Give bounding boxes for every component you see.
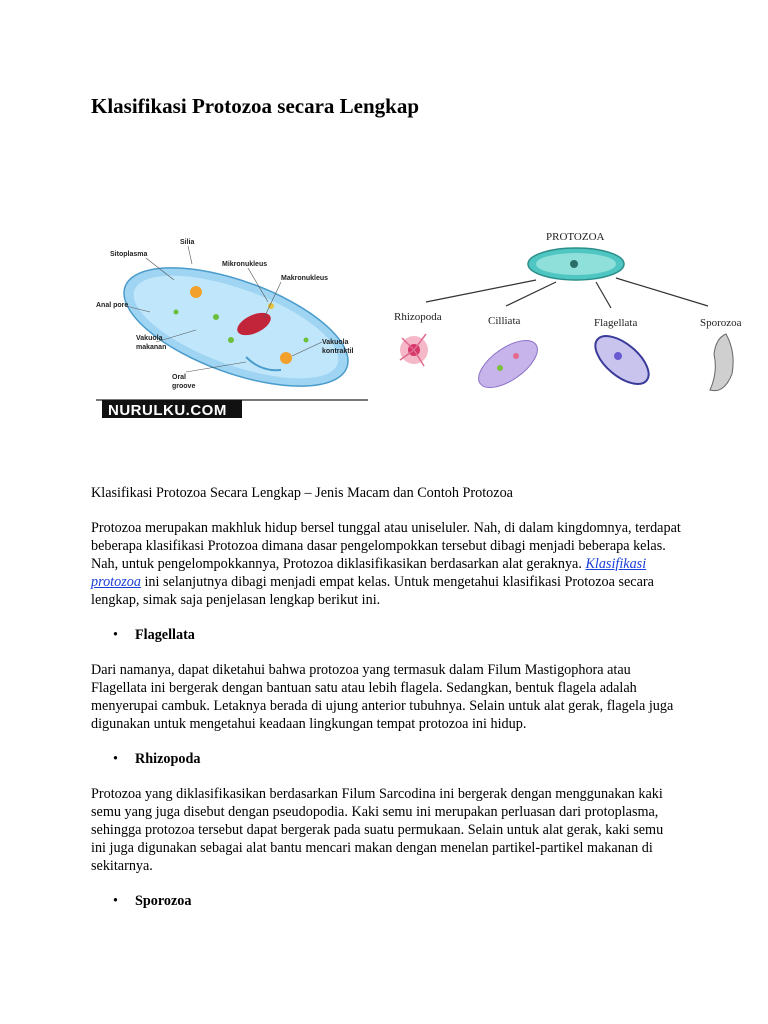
label-mikronukleus: Mikronukleus — [222, 261, 268, 268]
section-text-flagellata: Dari namanya, dapat diketahui bahwa protozoa yang termasuk dalam Filum Mastigophora atau Flagellata ini bergerak dengan bantuan satu atau lebih flagela. Sedangkan, bentuk flagela adalah menyerupai cambuk. Letaknya berada di ujung anterior tubuhnya. Selain untuk alat gerak, flagela juga digunakan untuk mengetahui keadaan lingkungan tempat protozoa ini hidup. — [91, 662, 674, 732]
intro-text-before-link: Protozoa merupakan makhluk hidup bersel tunggal atau uniseluler. Nah, di dalam kingdomnya, terdapat beberapa klasifikasi Protozoa dimana dasar pengelompokkan tersebut dibagi menjadi beberapa kelas. Nah, untuk pengelompokkannya, Protozoa diklasifikasikan berdasarkan alat geraknya. — [91, 520, 681, 572]
label-anal-pore: Anal pore — [96, 302, 129, 309]
bullet-icon: • — [113, 627, 118, 643]
label-vakuola-kontraktil-2: kontraktil — [322, 348, 354, 355]
intro-text-after-link: ini selanjutnya dibagi menjadi empat kelas. Untuk mengetahui klasifikasi Protozoa secara lengkap, simak saja penjelasan lengkap berikut ini. — [91, 574, 654, 608]
klasifikasi-protozoa-link[interactable]: Klasifikasi protozoa — [91, 556, 647, 590]
flagellata-image — [587, 327, 657, 393]
watermark-text: NURULKU.COM — [108, 402, 227, 419]
bullet-icon: • — [113, 751, 118, 767]
paramecium-diagram — [96, 232, 368, 419]
classification-tree — [394, 231, 742, 397]
tree-class-flagellata: Flagellata — [594, 317, 638, 329]
article-body — [91, 484, 681, 927]
protozoa-figure — [96, 222, 748, 422]
sporozoa-image — [710, 334, 733, 391]
rhizopoda-image — [400, 334, 428, 366]
label-vakuola-makanan-2: makanan — [136, 344, 167, 351]
contractile-vacuole-shape-1 — [190, 286, 202, 298]
tree-root-label: PROTOZOA — [546, 231, 605, 243]
protozoa-illustration — [96, 222, 748, 422]
label-makronukleus: Makronukleus — [281, 275, 329, 282]
section-heading-rhizopoda: • Rhizopoda — [113, 751, 201, 767]
label-vakuola-makanan-1: Vakuola — [136, 335, 163, 342]
label-sitoplasma: Sitoplasma — [110, 251, 148, 258]
contractile-vacuole-shape-2 — [280, 352, 292, 364]
bullet-icon: • — [113, 893, 118, 909]
section-heading-flagellata: • Flagellata — [113, 627, 195, 643]
cilliata-image — [471, 331, 545, 396]
page-title: Klasifikasi Protozoa secara Lengkap — [91, 94, 420, 118]
label-vakuola-kontraktil-1: Vakuola — [322, 339, 349, 346]
tree-class-cilliata: Cilliata — [488, 315, 521, 327]
section-text-rhizopoda: Protozoa yang diklasifikasikan berdasarkan Filum Sarcodina ini bergerak dengan menggunakan kaki semu yang juga disebut dengan pseudopodia. Kaki semu ini merupakan perluasan dari protoplasma, sehingga protozoa tersebut dapat bergerak pada suatu permukaan. Selain untuk alat gerak, kaki semu ini juga digunakan sebagai alat bantu mencari makan dengan menelan partikel-partikel makanan di sekitarnya. — [91, 786, 664, 874]
label-silia: Silia — [180, 239, 195, 246]
label-oral-groove-2: groove — [172, 383, 196, 390]
tree-class-sporozoa: Sporozoa — [700, 317, 742, 329]
intro-paragraph — [91, 519, 681, 609]
label-oral-groove-1: Oral — [172, 374, 187, 381]
section-heading-sporozoa: • Sporozoa — [113, 893, 192, 909]
tree-class-rhizopoda: Rhizopoda — [394, 311, 442, 323]
article-subtitle: Klasifikasi Protozoa Secara Lengkap – Jenis Macam dan Contoh Protozoa — [91, 485, 513, 501]
